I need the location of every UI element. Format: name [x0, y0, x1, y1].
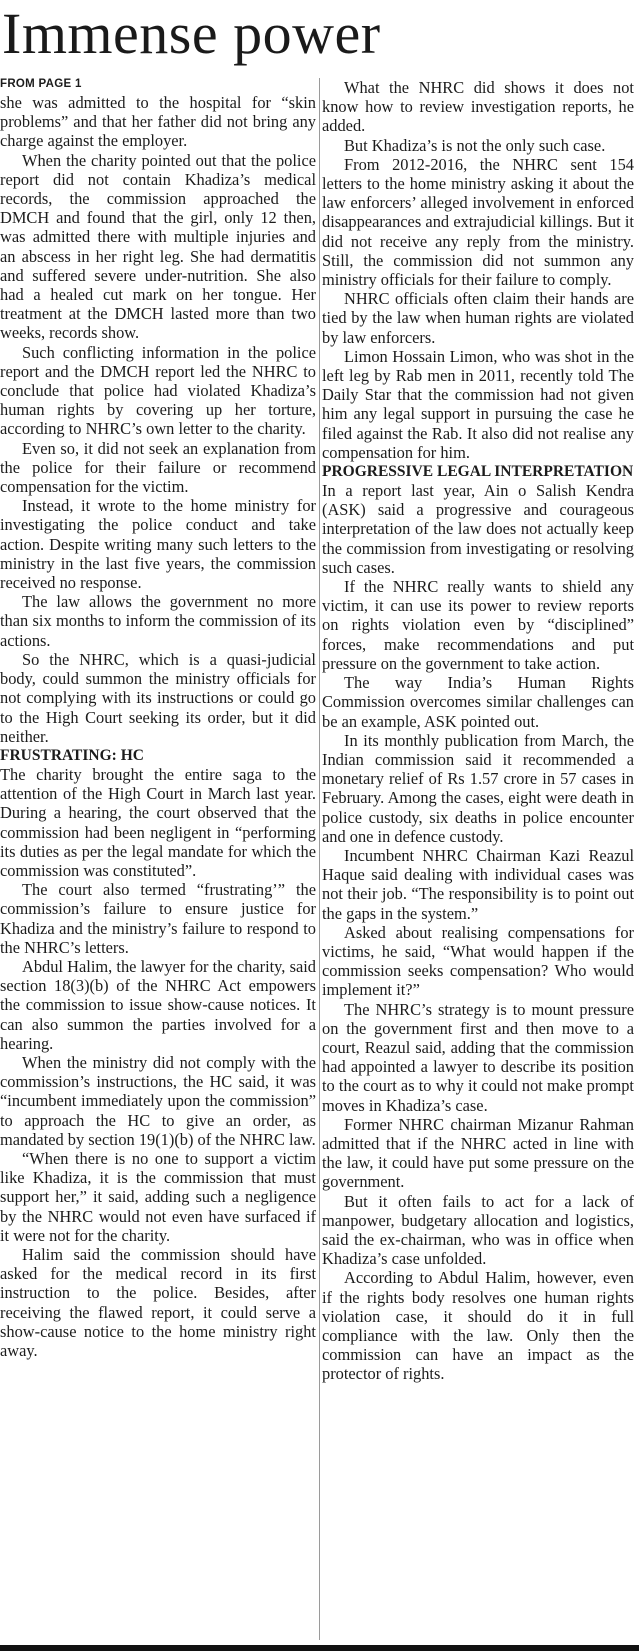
- paragraph: Abdul Halim, the lawyer for the charity, said section 18(3)(b) of the NHRC Act empowers the commission to issue show-cause notices. It can also summon the parties involved for a hearing.: [0, 956, 316, 1053]
- right-column: [322, 78, 634, 1644]
- paragraph: According to Abdul Halim, however, even if the rights body resolves one human rights violation case, it should do it in full compliance with the law. Only then the commission can have an impact as the protector of rights.: [322, 1268, 634, 1384]
- paragraph: Even so, it did not seek an explanation from the police for their failure or recommend compensation for the victim.: [0, 438, 316, 497]
- paragraph: The law allows the government no more than six months to inform the commission of its actions.: [0, 592, 316, 650]
- paragraph: The court also termed “frustrating’” the commission’s failure to ensure justice for Khadiza and the ministry’s failure to respond to the NHRC’s letters.: [0, 880, 316, 957]
- paragraph: The way India’s Human Rights Commission overcomes similar challenges can be an example, ASK pointed out.: [322, 673, 634, 731]
- paragraph: Halim said the commission should have asked for the medical record in its first instruction to the police. Besides, after receiving the flawed report, it could serve a show-cause notice to the home ministry right away.: [0, 1244, 316, 1360]
- paragraph: “When there is no one to support a victim like Khadiza, it is the commission that must support her,” it said, adding such a negligence by the NHRC would not even have surfaced if it were not for the charity.: [0, 1148, 316, 1245]
- paragraph: NHRC officials often claim their hands are tied by the law when human rights are violated by law enforcers.: [322, 289, 634, 347]
- paragraph: Incumbent NHRC Chairman Kazi Reazul Haque said dealing with individual cases was not their job. “The responsibility is to point out the gaps in the system.”: [322, 845, 634, 923]
- subhead-progressive-legal-interpretation: PROGRESSIVE LEGAL INTERPRETATION: [322, 463, 634, 481]
- paragraph: But Khadiza’s is not the only such case.: [344, 135, 606, 155]
- paragraph: Asked about realising compensations for victims, he said, “What would happen if the commission seeks compensation? Who would implement it?”: [322, 922, 634, 1000]
- kicker-from-page-1: FROM PAGE 1: [0, 78, 82, 90]
- paragraph: Former NHRC chairman Mizanur Rahman admitted that if the NHRC acted in line with the law, it could have put some pressure on the government.: [322, 1114, 634, 1192]
- headline: Immense power: [2, 1, 381, 66]
- paragraph: When the ministry did not comply with the commission’s instructions, the HC said, it was “incumbent immediately upon the commission” to approach the HC to give an order, as mandated by section 19(1)(b) of the NHRC law.: [0, 1052, 316, 1149]
- paragraph: So the NHRC, which is a quasi-judicial body, could summon the ministry officials for not complying with its instructions or could go to the High Court seeking its order, but it did neither.: [0, 649, 316, 746]
- paragraph: Limon Hossain Limon, who was shot in the left leg by Rab men in 2011, recently told The Daily Star that the commission had not given him any legal support in pursuing the case he filed against the Rab. It also did not realise any compensation for him.: [322, 346, 634, 462]
- paragraph: The charity brought the entire saga to the attention of the High Court in March last year. During a hearing, the court observed that the commission had been negligent in “performing its duties as per the legal mandate for which the commission was constituted”.: [0, 764, 316, 880]
- paragraph: But it often fails to act for a lack of manpower, budgetary allocation and logistics, said the ex-chairman, who was in office when Khadiza’s case unfolded.: [322, 1191, 634, 1269]
- paragraph: In its monthly publication from March, the Indian commission said it recommended a monetary relief of Rs 1.57 crore in 57 cases in February. Among the cases, eight were death in police custody, six deaths in police encounter and one in defence custody.: [322, 730, 634, 846]
- paragraph: In a report last year, Ain o Salish Kendra (ASK) said a progressive and courageous interpretation of the law does not actually keep the commission from investigating or resolving such cases.: [322, 481, 634, 577]
- paragraph: What the NHRC did shows it does not know how to review investigation reports, he added.: [322, 78, 634, 136]
- paragraph: Instead, it wrote to the home ministry for investigating the police conduct and take action. Despite writing many such letters to the ministry in the last five years, the commission received no response.: [0, 496, 316, 593]
- column-divider: [319, 78, 320, 1640]
- paragraph: The NHRC’s strategy is to mount pressure on the government first and then move to a court, Reazul said, adding that the commission had appointed a lawyer to describe its position to the court as to why it could not make prompt moves in Khadiza’s case.: [322, 999, 634, 1115]
- subhead-frustrating-hc: FRUSTRATING: HC: [0, 746, 144, 764]
- left-column: [0, 76, 316, 1642]
- paragraph: she was admitted to the hospital for “skin problems” and that her father did not bring any charge against the employer.: [0, 93, 316, 151]
- paragraph: If the NHRC really wants to shield any victim, it can use its power to review reports on rights violation even by “disciplined” forces, make recommendations and put pressure on the government to take action.: [322, 577, 634, 673]
- paragraph: Such conflicting information in the police report and the DMCH report led the NHRC to conclude that police had violated Khadiza’s human rights by covering up her torture, according to NHRC’s own letter to the charity.: [0, 342, 316, 439]
- page-bottom-rule: [0, 1645, 639, 1651]
- paragraph: From 2012-2016, the NHRC sent 154 letters to the home ministry asking it about the law enforcers’ alleged involvement in enforced disappearances and extrajudicial killings. But it did not receive any reply from the ministry. Still, the commission did not summon any ministry officials for their failure to comply.: [322, 154, 634, 290]
- paragraph: When the charity pointed out that the police report did not contain Khadiza’s medical records, the commission approached the DMCH and found that the girl, only 12 then, was admitted there with multiple injuries and an abscess in her right leg. She had dermatitis and suffered severe under-nutrition. She also had a healed cut mark on her tongue. Her treatment at the DMCH lasted more than two weeks, records show.: [0, 150, 316, 343]
